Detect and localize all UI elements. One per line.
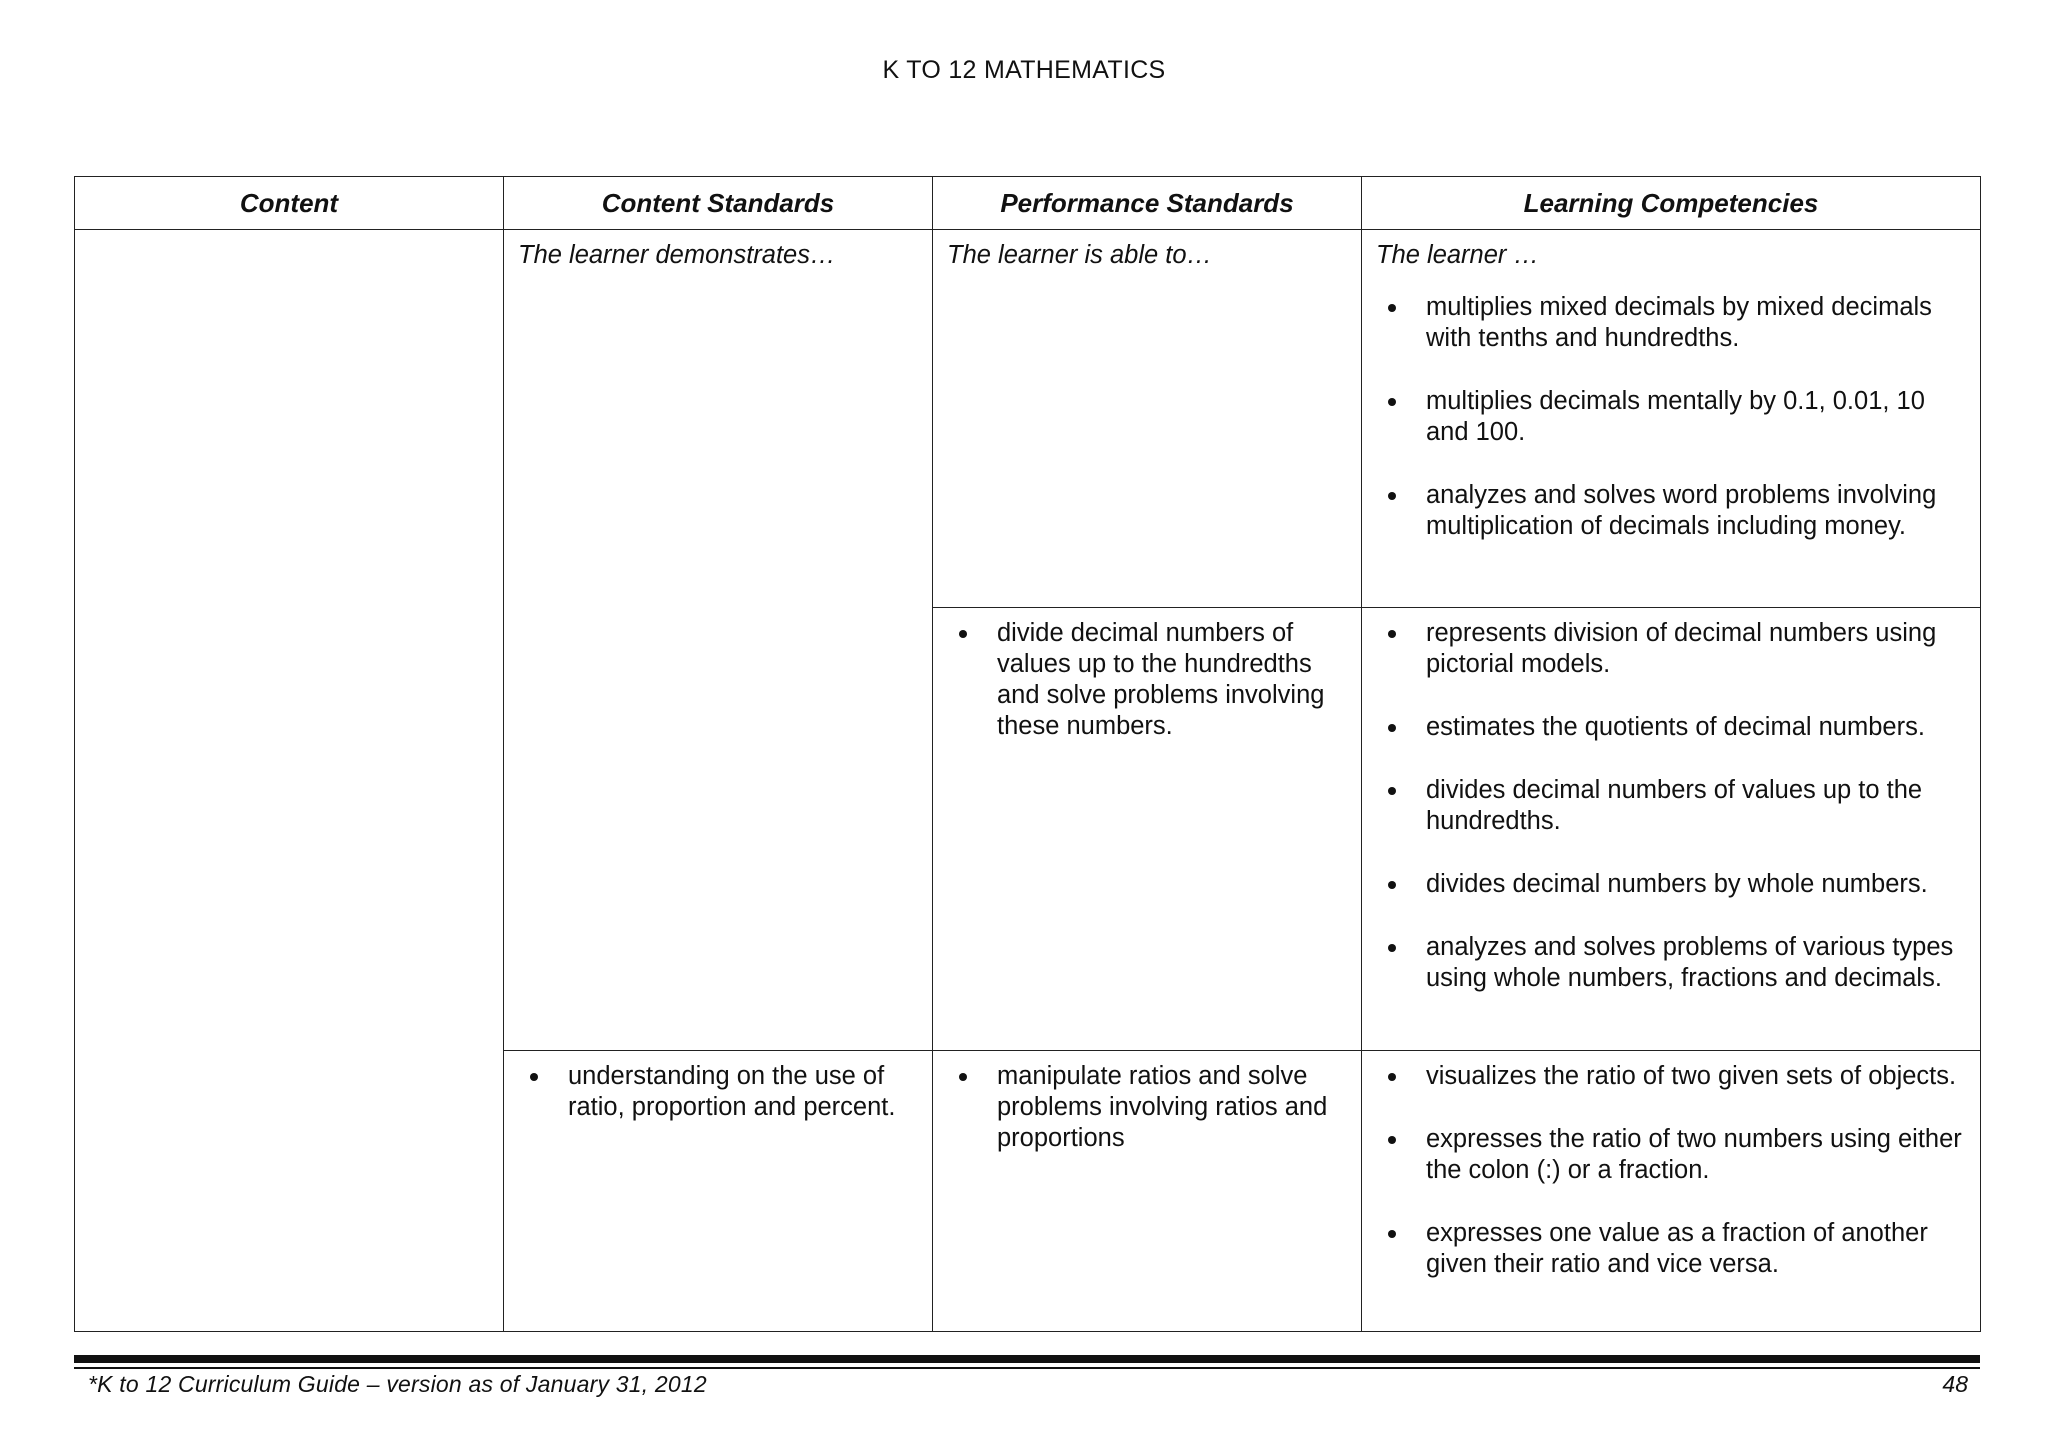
- list-item: multiplies decimals mentally by 0.1, 0.01, 10 and 100.: [1376, 386, 1966, 448]
- list-item: divide decimal numbers of values up to the hundredths and solve problems involving these numbers.: [947, 618, 1347, 742]
- list-item: multiplies mixed decimals by mixed decimals with tenths and hundredths.: [1376, 292, 1966, 354]
- table-row: [75, 230, 1981, 608]
- list-item: expresses one value as a fraction of another given their ratio and vice versa.: [1376, 1218, 1966, 1280]
- footer-note: *K to 12 Curriculum Guide – version as of January 31, 2012: [88, 1371, 707, 1397]
- performance-standards-cell: [933, 1051, 1362, 1332]
- list-item: manipulate ratios and solve problems involving ratios and proportions: [947, 1061, 1347, 1154]
- learning-competencies-intro: The learner …: [1376, 241, 1539, 269]
- learning-competencies-cell: [1362, 608, 1981, 1051]
- column-header-content-standards: Content Standards: [504, 177, 933, 230]
- performance-standards-list: [947, 618, 1347, 742]
- learning-competencies-cell: [1362, 1051, 1981, 1332]
- learning-competencies-cell: [1362, 230, 1981, 608]
- list-item: represents division of decimal numbers using pictorial models.: [1376, 618, 1966, 680]
- curriculum-table: [74, 176, 1981, 1332]
- page-header-title: K TO 12 MATHEMATICS: [882, 56, 1166, 84]
- list-item: visualizes the ratio of two given sets of objects.: [1376, 1061, 1966, 1092]
- column-header-learning-competencies: Learning Competencies: [1362, 177, 1981, 230]
- list-item: analyzes and solves word problems involving multiplication of decimals including money.: [1376, 480, 1966, 542]
- footer-divider-thick: [74, 1355, 1980, 1363]
- list-item: analyzes and solves problems of various types using whole numbers, fractions and decimals.: [1376, 932, 1966, 994]
- footer-divider-thin: [74, 1367, 1980, 1369]
- table-header-row: [75, 177, 1981, 230]
- page-number: 48: [1942, 1371, 1968, 1397]
- performance-standards-list: [947, 1061, 1347, 1154]
- column-header-content: Content: [75, 177, 504, 230]
- performance-standards-cell: [933, 608, 1362, 1051]
- content-cell: [75, 230, 504, 1332]
- column-header-performance-standards: Performance Standards: [933, 177, 1362, 230]
- learning-competencies-list: [1376, 618, 1966, 994]
- list-item: understanding on the use of ratio, proportion and percent.: [518, 1061, 918, 1123]
- list-item: divides decimal numbers by whole numbers.: [1376, 869, 1966, 900]
- content-standards-intro: The learner demonstrates…: [518, 241, 836, 269]
- list-item: estimates the quotients of decimal numbers.: [1376, 712, 1966, 743]
- performance-standards-intro: The learner is able to…: [947, 241, 1213, 269]
- content-standards-cell: [504, 1051, 933, 1332]
- list-item: expresses the ratio of two numbers using either the colon (:) or a fraction.: [1376, 1124, 1966, 1186]
- performance-standards-cell: [933, 230, 1362, 608]
- learning-competencies-list: [1376, 292, 1966, 542]
- content-standards-cell: [504, 230, 933, 1051]
- list-item: divides decimal numbers of values up to the hundredths.: [1376, 775, 1966, 837]
- learning-competencies-list: [1376, 1061, 1966, 1280]
- content-standards-list: [518, 1061, 918, 1123]
